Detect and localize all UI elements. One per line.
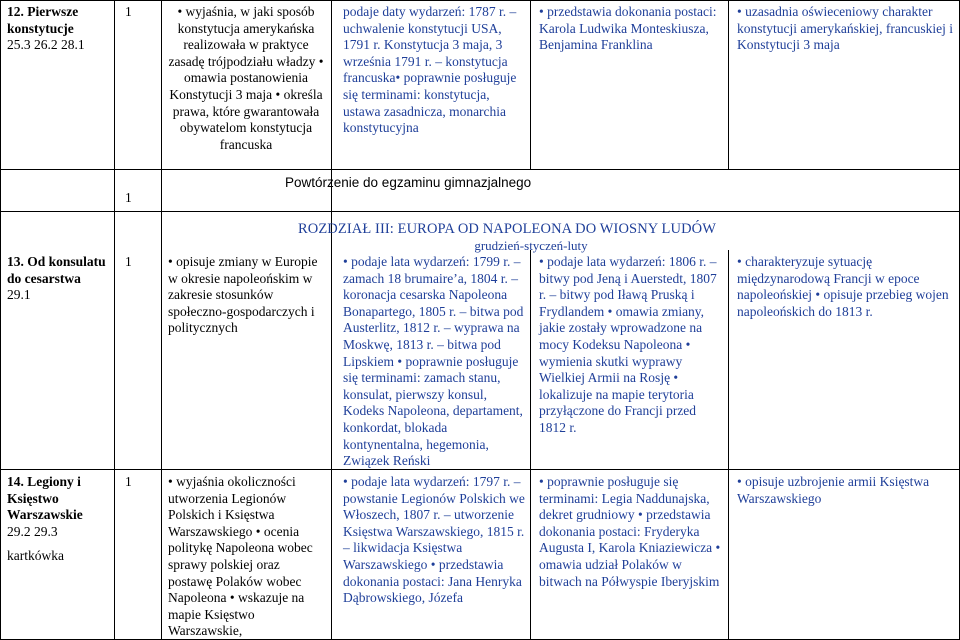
column-divider [728,250,729,640]
row13-requirements: • opisuje zmiany w Europie w okresie napoleońskim w zakresie stosunków społeczno-gospodarczych i politycznych [168,254,318,336]
row14-note: kartkówka [7,548,64,564]
row13-extended: • podaje lata wydarzeń: 1806 r. – bitwy pod Jeną i Auerstedt, 1807 r. – bitwy pod Iławą Pruską i Frydlandem • omawia zmiany, jakie zostały wprowadzone na mocy Kodeksu Napoleona • wymienia skutki wyprawy Wielkiej Armii na Rosję • lokalizuje na mapie terytoria przyłączone do Francji przed 1812 r. [539,254,717,435]
column-divider [114,0,115,640]
row13-basic: • podaje lata wydarzeń: 1799 r. – zamach 18 brumaire’a, 1804 r. – koronacja cesarska Napoleona Bonapartego, 1805 r. – bitwa pod Austerlitz, 1812 r. – wyprawa na Moskwę, 1813 r. – bitwa pod Lipskiem • poprawnie posługuje się terminami: zamach stanu, konsulat, pierwszy konsul, Kodeks Napoleona, departament, konkordat, blokada kontynentalna, hegemonia, Związek Reński [343,254,524,469]
row13-dates: 29.1 [7,287,31,303]
row12-dates: 25.3 26.2 28.1 [7,37,85,53]
row-divider [0,169,960,170]
row14-dates: 29.2 29.3 [7,523,58,539]
section-title: ROZDZIAŁ III: EUROPA OD NAPOLEONA DO WIOSNY LUDÓW [298,221,716,237]
row12-advanced: • uzasadnia oświeceniowy charakter konstytucji amerykańskiej, francuskiej i Konstytucji 3 maja [737,4,953,53]
row14-advanced: • opisuje uzbrojenie armii Księstwa Warszawskiego [737,474,930,506]
row14-topic-cell [7,474,111,565]
row12-topic-cell [7,4,111,54]
review-label: Powtórzenie do egzaminu gimnazjalnego [285,175,532,190]
row14-extended: • poprawnie posługuje się terminami: Legia Naddunajska, dekret grudniowy • przedstawia dokonania postaci: Fryderyka Augusta I, Karola Kniaziewicza • omawia udział Polaków w bitwach na Półwyspie Iberyjskim [539,474,721,589]
row12-basic: podaje daty wydarzeń: 1787 r. – uchwalenie konstytucji USA, 1791 r. Konstytucja 3 maja, 3 września 1791 r. – konstytucja francuska• poprawnie posługuje się terminami: konstytucja, ustawa zasadnicza, monarchia konstytucyjna [343,4,517,136]
row12-extended: • przedstawia dokonania postaci: Karola Ludwika Monteskiusza, Benjamina Franklina [539,4,717,53]
row12-hours: 1 [125,4,132,19]
row13-advanced: • charakteryzuje sytuację międzynarodową Francji w epoce napoleońskiej • opisuje przebieg wojen napoleońskich do 1813 r. [737,254,949,319]
row13-topic: 13. Od konsulatu do cesarstwa [7,254,106,286]
column-divider [728,0,729,170]
row14-topic: 14. Legiony i Księstwo Warszawskie [7,474,83,523]
row13-hours: 1 [125,254,132,269]
column-divider [530,0,531,170]
row14-basic: • podaje lata wydarzeń: 1797 r. – powstanie Legionów Polskich we Włoszech, 1807 r. – utworzenie Księstwa Warszawskiego, 1815 r. – likwidacja Księstwa Warszawskiego • przedstawia dokonania postaci: Jana Henryka Dąbrowskiego, Józefa [343,474,525,606]
row12-topic: 12. Pierwsze konstytucje [7,4,79,36]
row12-requirements: • wyjaśnia, w jaki sposób konstytucja amerykańska realizowała w praktyce zasadę trójpodziału władzy • omawia postanowienia Konstytucji 3 maja • określa prawa, które gwarantowała obywatelom konstytucja francuska [168,4,324,152]
row-divider [0,211,960,212]
table-border [0,0,960,1]
table-border [0,0,1,640]
row14-hours: 1 [125,474,132,489]
column-divider [331,0,332,640]
column-divider [530,250,531,640]
row13-topic-cell [7,254,111,304]
review-hours: 1 [125,190,132,205]
row14-requirements: • wyjaśnia okoliczności utworzenia Legionów Polskich i Księstwa Warszawskiego • ocenia politykę Napoleona wobec sprawy polskiej oraz postawę Polaków wobec Napoleona • wskazuje na mapie Księstwo Warszawskie, [168,474,313,639]
column-divider [161,0,162,640]
section-subtitle: grudzień-styczeń-luty [474,238,588,253]
